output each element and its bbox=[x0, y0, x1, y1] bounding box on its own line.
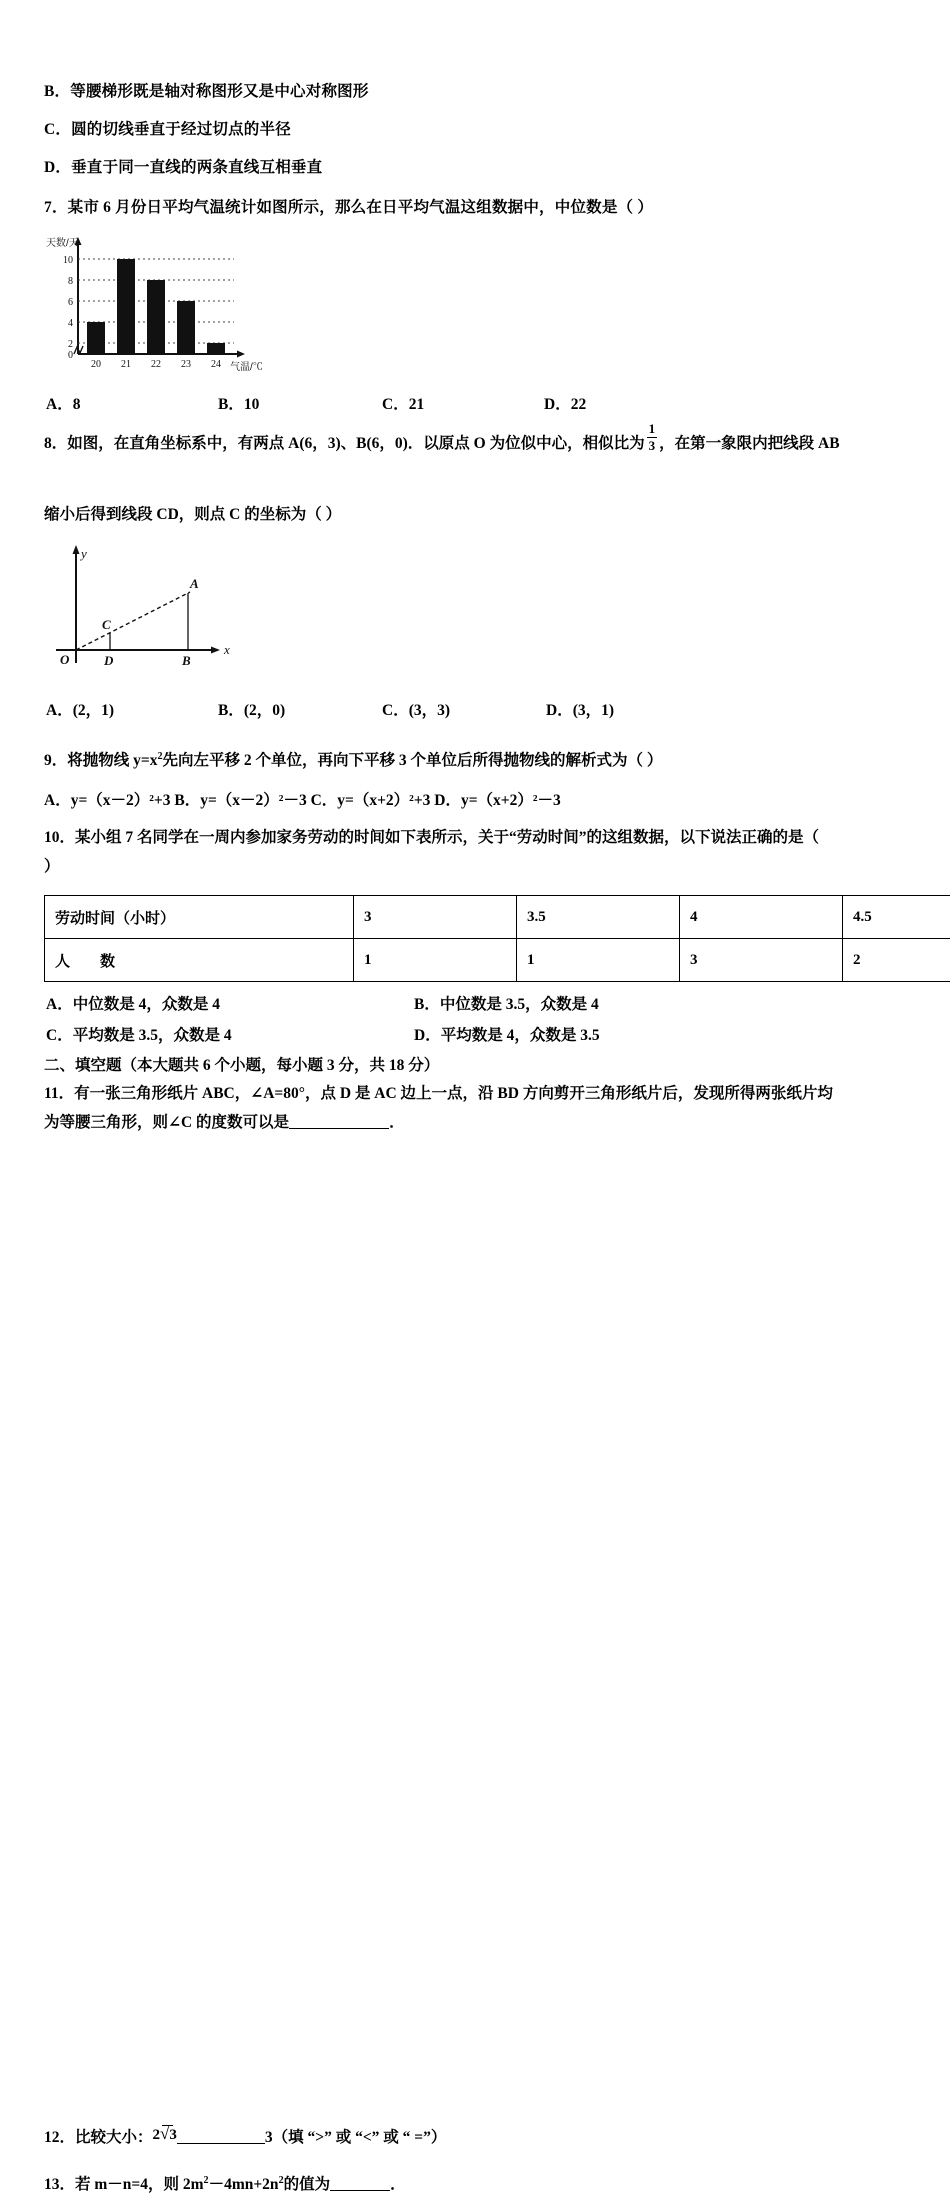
q12-pre: 12．比较大小： bbox=[44, 2129, 153, 2146]
table-cell-count-3: 2 bbox=[843, 939, 950, 982]
table-cell-time-0: 3 bbox=[354, 896, 517, 939]
q8-option-b[interactable]: B．(2，0) bbox=[218, 698, 285, 720]
q9-stem-exponent: 2 bbox=[157, 751, 162, 762]
q12-answer-blank[interactable] bbox=[177, 2128, 265, 2145]
q6-option-d: D．垂直于同一直线的两条直线互相垂直 bbox=[44, 160, 322, 176]
q7-option-b[interactable]: B．10 bbox=[218, 392, 259, 414]
question-11 bbox=[44, 1079, 910, 1138]
q9-options[interactable]: A．y=（x－2）²+3 B．y=（x－2）²－3 C．y=（x+2）²+3 D．y=（x+2）²－3 bbox=[44, 788, 910, 810]
q8-stem-pre: 8．如图，在直角坐标系中，有两点 A(6，3)、B(6，0)．以原点 O 为位似中心，相似比为 bbox=[44, 435, 645, 452]
svg-text:10: 10 bbox=[63, 255, 73, 266]
chart-ylabel: 天数/天 bbox=[46, 236, 79, 249]
table-header-time: 劳动时间（小时） bbox=[45, 896, 354, 939]
table-row-count bbox=[45, 939, 950, 982]
label-point-a: A bbox=[189, 576, 199, 591]
section-2 bbox=[44, 1053, 910, 1138]
q10-stem-cont: ） bbox=[44, 858, 60, 875]
table-cell-time-1: 3.5 bbox=[517, 896, 680, 939]
svg-text:23: 23 bbox=[181, 359, 191, 370]
q7-option-d[interactable]: D．22 bbox=[544, 392, 586, 414]
svg-text:21: 21 bbox=[121, 359, 131, 370]
radicand: 3 bbox=[169, 2127, 177, 2143]
fraction-numerator: 1 bbox=[647, 422, 658, 436]
label-axis-y: y bbox=[79, 546, 87, 561]
q8-stem-line2: 缩小后得到线段 CD，则点 C 的坐标为（ ） bbox=[44, 502, 910, 524]
label-point-d: D bbox=[103, 653, 114, 668]
q13-mid: －4mn+2n bbox=[209, 2176, 279, 2193]
table-cell-count-0: 1 bbox=[354, 939, 517, 982]
labor-time-table bbox=[44, 895, 950, 982]
q8-stem-line1 bbox=[44, 426, 910, 456]
radical-coefficient: 2 bbox=[153, 2127, 161, 2143]
q10-option-d[interactable]: D．平均数是 4，众数是 3.5 bbox=[414, 1023, 600, 1045]
question-10 bbox=[44, 824, 910, 1050]
q7-options bbox=[44, 392, 910, 414]
q10-option-c[interactable]: C．平均数是 3.5，众数是 4 bbox=[46, 1023, 232, 1045]
q8-option-a[interactable]: A．(2，1) bbox=[46, 698, 114, 720]
svg-text:6: 6 bbox=[68, 297, 73, 308]
coordinate-diagram-svg bbox=[50, 538, 250, 678]
radical-expression bbox=[153, 2124, 177, 2144]
q8-stem-post: ，在第一象限内把线段 AB bbox=[659, 435, 839, 452]
chart-xlabel: 气温/℃ bbox=[230, 361, 263, 373]
q10-option-a[interactable]: A．中位数是 4，众数是 4 bbox=[46, 992, 220, 1014]
q13-exponent-1: 2 bbox=[204, 2175, 209, 2186]
q6-option-b: B．等腰梯形既是轴对称图形又是中心对称图形 bbox=[44, 84, 369, 100]
table-header-count: 人 数 bbox=[45, 939, 354, 982]
svg-text:0: 0 bbox=[68, 350, 73, 361]
table-cell-count-1: 1 bbox=[517, 939, 680, 982]
q11-line1: 11．有一张三角形纸片 ABC，∠A=80°，点 D 是 AC 边上一点，沿 BD 方向剪开三角形纸片后，发现所得两张纸片均 bbox=[44, 1085, 833, 1102]
label-axis-x: x bbox=[223, 642, 230, 657]
label-point-c: C bbox=[102, 617, 111, 632]
q10-stem-text: 10．某小组 7 名同学在一周内参加家务劳动的时间如下表所示，关于“劳动时间”的这组数据，以下说法正确的是（ bbox=[44, 829, 819, 846]
radical-overbar bbox=[162, 2125, 173, 2126]
q7-option-c[interactable]: C．21 bbox=[382, 392, 424, 414]
svg-text:22: 22 bbox=[151, 359, 161, 370]
q8-option-c[interactable]: C．(3，3) bbox=[382, 698, 450, 720]
radical-sign: √ bbox=[160, 2124, 169, 2143]
q13-pre: 13．若 m－n=4，则 2m bbox=[44, 2176, 204, 2193]
q12-post: 3（填 “>” 或 “<” 或 “ =”） bbox=[265, 2129, 447, 2146]
similarity-ratio-fraction bbox=[647, 422, 658, 452]
q9-stem bbox=[44, 748, 910, 770]
question-8 bbox=[44, 426, 910, 524]
svg-text:8: 8 bbox=[68, 276, 73, 287]
q13-post: 的值为 bbox=[284, 2176, 331, 2193]
q9-stem-pre: 9．将抛物线 y=x bbox=[44, 752, 157, 769]
table-cell-count-2: 3 bbox=[680, 939, 843, 982]
q7-option-a[interactable]: A．8 bbox=[46, 392, 80, 414]
question-12 bbox=[44, 2124, 446, 2147]
bar-chart-svg bbox=[44, 234, 274, 379]
q13-exponent-2: 2 bbox=[279, 2175, 284, 2186]
q7-bar-chart bbox=[44, 234, 274, 379]
q7-stem: 7．某市 6 月份日平均气温统计如图所示，那么在日平均气温这组数据中，中位数是（ ） bbox=[44, 200, 653, 216]
svg-text:4: 4 bbox=[68, 318, 73, 329]
section-2-title: 二、填空题（本大题共 6 个小题，每小题 3 分，共 18 分） bbox=[44, 1053, 910, 1075]
q10-stem bbox=[44, 824, 910, 881]
q6-option-c: C．圆的切线垂直于经过切点的半径 bbox=[44, 122, 291, 138]
q13-end: ． bbox=[390, 2176, 406, 2193]
q11-line2-post: ． bbox=[389, 1114, 405, 1131]
label-point-b: B bbox=[181, 653, 191, 668]
q10-option-b[interactable]: B．中位数是 3.5，众数是 4 bbox=[414, 992, 599, 1014]
q11-answer-blank[interactable] bbox=[289, 1113, 389, 1130]
question-13 bbox=[44, 2172, 406, 2194]
fraction-denominator: 3 bbox=[647, 439, 658, 453]
q9-stem-post: 先向左平移 2 个单位，再向下平移 3 个单位后所得抛物线的解析式为（ ） bbox=[163, 752, 663, 769]
q11-line2-pre: 为等腰三角形，则∠C 的度数可以是 bbox=[44, 1114, 289, 1131]
question-9 bbox=[44, 748, 910, 810]
svg-text:24: 24 bbox=[211, 359, 221, 370]
q8-options bbox=[44, 698, 910, 720]
table-cell-time-2: 4 bbox=[680, 896, 843, 939]
q8-option-d[interactable]: D．(3，1) bbox=[546, 698, 614, 720]
q10-options bbox=[44, 992, 910, 1050]
label-origin: O bbox=[60, 652, 70, 667]
table-row-time bbox=[45, 896, 950, 939]
q13-answer-blank[interactable] bbox=[330, 2175, 390, 2192]
q8-coordinate-figure bbox=[50, 538, 250, 678]
svg-text:20: 20 bbox=[91, 359, 101, 370]
table-cell-time-3: 4.5 bbox=[843, 896, 950, 939]
svg-text:2: 2 bbox=[68, 339, 73, 350]
